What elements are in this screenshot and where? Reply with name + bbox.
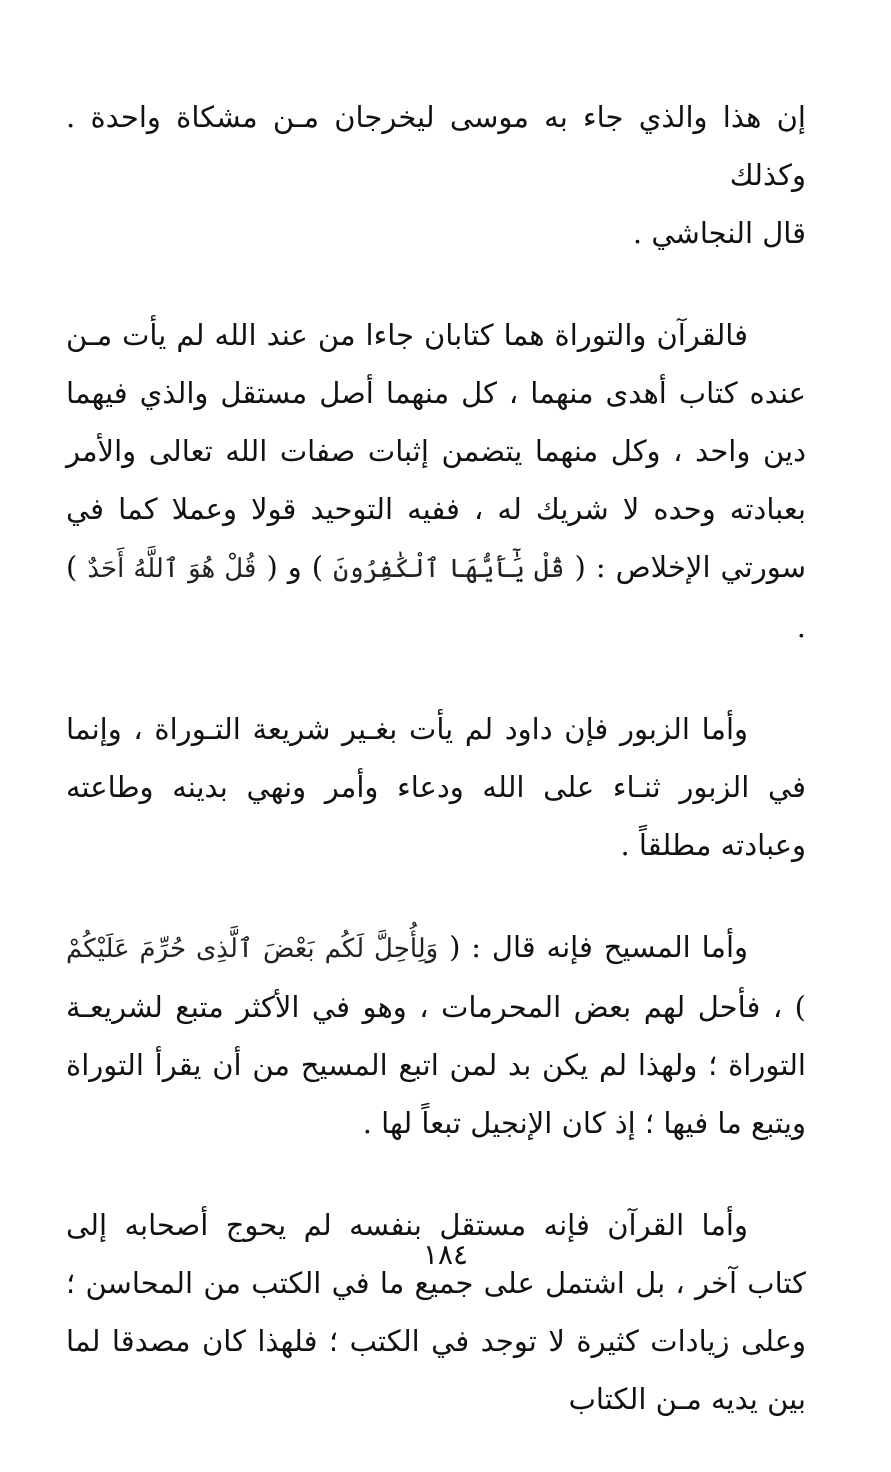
quran-verse-1: قُلْ يَٰٓأَيُّهَا ٱلْكَٰفِرُونَ (333, 554, 565, 584)
text-line: وكل منهما يتضمن إثبات صفات الله تعالى والأمر بعبادته وحده لا شريك (66, 434, 806, 526)
text-line: إذ كان الإنجيل تبعاً لها . (362, 1106, 636, 1140)
text-line: لا توجد في الكتب ؛ فلهذا كان مصدقا لما بين يديه مـن الكتاب (66, 1324, 806, 1416)
text-line: له ، ففيه التوحيد قولا وعملا كما في سورتي الإخلاص : ( (66, 492, 807, 584)
text-line: فالقرآن والتوراة هما كتابان جاءا من عند الله لم يأت مـن عنده (66, 318, 806, 410)
quran-verse-2: قُلْ هُوَ ٱللَّهُ أَحَدٌ (87, 554, 257, 584)
text-fragment: ) . (66, 550, 806, 644)
text-line: إن هذا والذي جاء به موسى ليخرجان مـن مشكاة واحدة . وكذلك (66, 100, 806, 192)
text-fragment: وأما المسيح فإنه قال : ( (449, 930, 749, 964)
text-line: بل اشتمل على جميع ما في الكتب من المحاسن ؛ وعلى زيادات كثيرة (66, 1266, 807, 1358)
text-line: ولهذا لم يكن بد لمن اتبع المسيح من أن يقرأ التوراة ويتبع ما فيها ؛ (66, 1048, 806, 1140)
text-line: وأما الزبور فإن داود لم يأت بغـير شريعة التـوراة ، وإنما (66, 712, 748, 746)
text-fragment: ) و ( (266, 550, 324, 584)
text-line: قال النجاشي . (632, 216, 806, 250)
paragraph-5 (66, 1196, 806, 1428)
paragraph-3 (66, 700, 806, 874)
text-fragment: ) ، (772, 990, 806, 1024)
text-line: وأما القرآن فإنه مستقل بنفسه لم يحوج أصحابه إلى كتاب آخر ، (66, 1208, 806, 1300)
paragraph-2 (66, 306, 806, 656)
text-line: فأحل لهم بعض المحرمات ، وهو في الأكثر متبع لشريعـة التوراة ؛ (66, 990, 806, 1082)
text-line: كتاب أهدى منهما ، كل منهما أصل مستقل والذي فيهما دين واحد ، (66, 376, 806, 468)
quran-verse-3: وَلِأُحِلَّ لَكُم بَعْضَ ٱلَّذِى حُرِّمَ عَلَيْكُمْ (66, 934, 439, 964)
text-line: في الزبور ثنـاء على الله ودعاء وأمر ونهي بدينه وطاعته وعبادته مطلقاً . (66, 770, 806, 862)
paragraph-1 (66, 88, 806, 262)
paragraph-4 (66, 918, 806, 1152)
page-number: ١٨٤ (422, 1238, 469, 1271)
